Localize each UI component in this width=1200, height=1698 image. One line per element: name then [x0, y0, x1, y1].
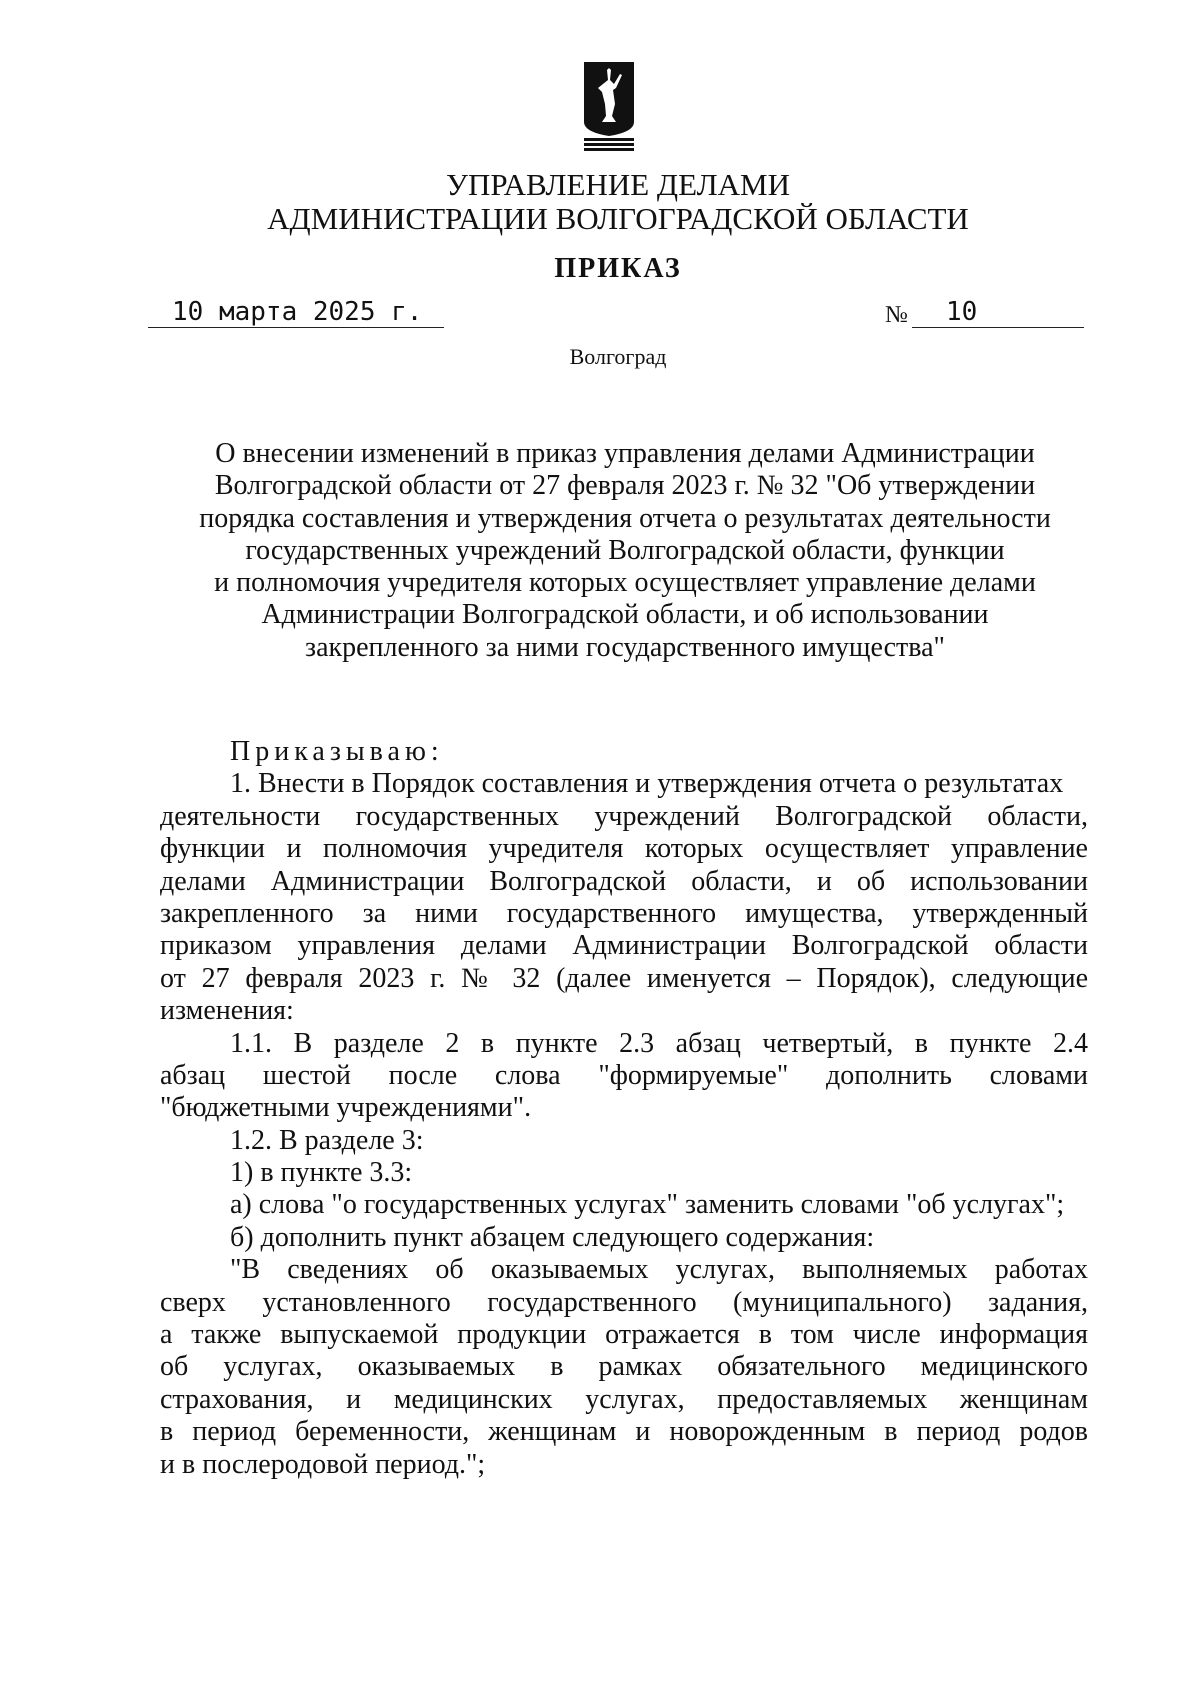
subject-line: Волгоградской области от 27 февраля 2023 г. № 32 "Об утверждении: [214, 470, 1036, 502]
body-line: сверх установленного государственного (муниципального) задания,: [160, 1286, 1088, 1318]
body-line: от 27 февраля 2023 г. № 32 (далее именуется – Порядок), следующие: [160, 962, 1088, 994]
body-line: "бюджетными учреждениями".: [160, 1092, 532, 1124]
volgograd-coat-of-arms-icon: [582, 60, 636, 154]
body-line: изменения:: [160, 995, 294, 1027]
body-line: а) слова "о государственных услугах" заменить словами "об услугах";: [230, 1189, 1065, 1221]
body-paragraphs: [160, 768, 1088, 1481]
subject-line: закрепленного за ними государственного имущества": [305, 631, 945, 663]
order-subject: [160, 438, 1090, 664]
document-type: ПРИКАЗ: [554, 253, 682, 284]
subject-line: государственных учреждений Волгоградской области, функции: [245, 534, 1005, 566]
body-line: "В сведениях об оказываемых услугах, выполняемых работах: [230, 1254, 1088, 1286]
body-line: 1. Внести в Порядок составления и утверждения отчета о результатах: [230, 768, 1064, 800]
subject-line: порядка составления и утверждения отчета о результатах деятельности: [199, 502, 1051, 534]
body-line: закрепленного за ними государственного имущества, утвержденный: [160, 897, 1088, 929]
subject-line: О внесении изменений в приказ управления делами Администрации: [215, 438, 1035, 469]
body-line: приказом управления делами Администрации Волгоградской области: [160, 930, 1088, 962]
subject-line: и полномочия учредителя которых осуществляет управление делами: [214, 567, 1036, 599]
body-line: об услугах, оказываемых в рамках обязательного медицинского: [160, 1351, 1088, 1383]
body-line: 1) в пункте 3.3:: [230, 1157, 413, 1189]
order-date: 10 марта 2025 г.: [148, 296, 444, 328]
body-line: деятельности государственных учреждений Волгоградской области,: [160, 800, 1088, 832]
body-line: делами Администрации Волгоградской области, и об использовании: [160, 865, 1088, 897]
body-line: в период беременности, женщинам и новорожденным в период родов: [160, 1416, 1088, 1448]
number-sign: №: [885, 302, 908, 328]
body-line: 1.1. В разделе 2 в пункте 2.3 абзац четвертый, в пункте 2.4: [230, 1027, 1088, 1059]
order-number: 10: [912, 296, 1084, 328]
body-line: 1.2. В разделе 3:: [230, 1124, 424, 1156]
body-line: страхования, и медицинских услугах, предоставляемых женщинам: [160, 1383, 1088, 1415]
body-line: функции и полномочия учредителя которых осуществляет управление: [160, 833, 1088, 865]
order-word: Приказываю:: [230, 736, 444, 767]
subject-line: Администрации Волгоградской области, и об использовании: [261, 599, 989, 631]
org-name-line-1: УПРАВЛЕНИЕ ДЕЛАМИ: [446, 167, 790, 202]
body-line: б) дополнить пункт абзацем следующего содержания:: [230, 1221, 875, 1253]
order-body: [160, 736, 1088, 1481]
body-line: абзац шестой после слова "формируемые" дополнить словами: [160, 1059, 1088, 1091]
org-name-line-2: АДМИНИСТРАЦИИ ВОЛГОГРАДСКОЙ ОБЛАСТИ: [267, 201, 969, 236]
body-line: а также выпускаемой продукции отражается в том числе информация: [160, 1319, 1088, 1351]
city-name: Волгоград: [569, 344, 667, 369]
body-line: и в послеродовой период.";: [160, 1448, 486, 1480]
